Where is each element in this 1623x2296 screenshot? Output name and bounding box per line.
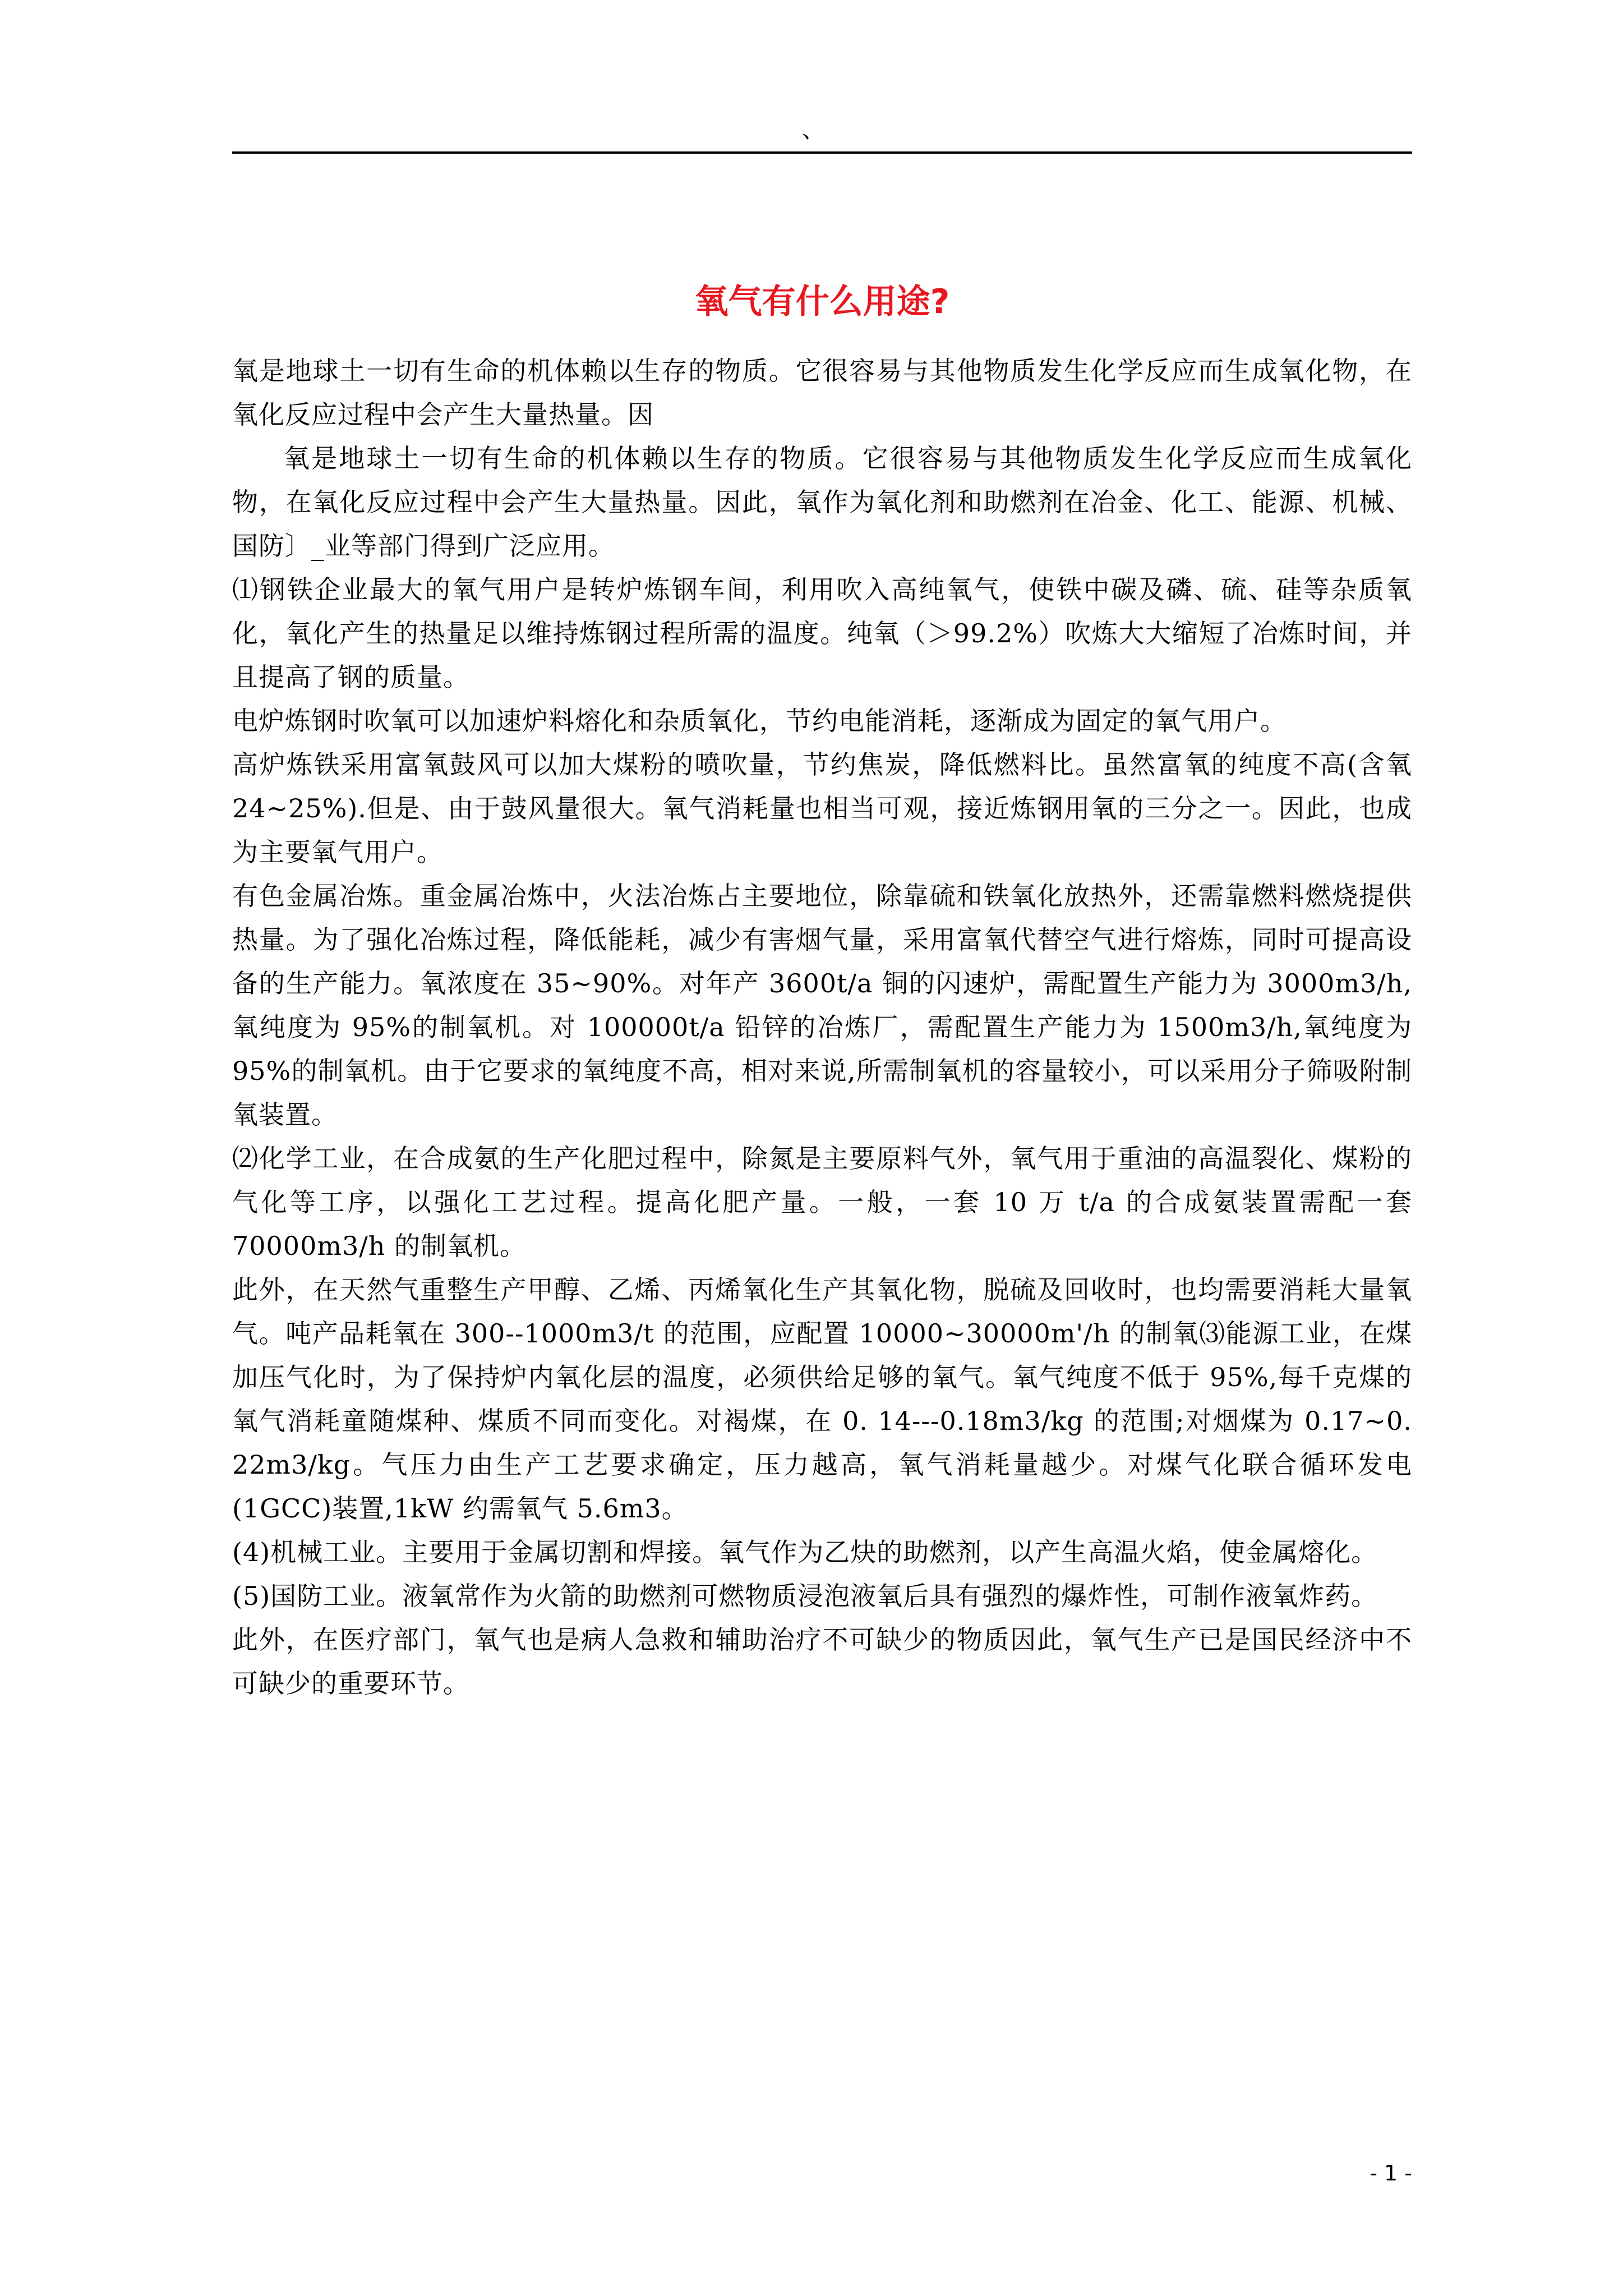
paragraph: ⑴钢铁企业最大的氧气用户是转炉炼钢车间，利用吹入高纯氧气，使铁中碳及磷、硫、硅等杂质氧化，氧化产生的热量足以维持炼钢过程所需的温度。纯氧（＞99.2%）吹炼大大缩短了冶炼时间，并且提高了钢的质量。 [232, 574, 1412, 692]
document-body [232, 349, 1412, 1705]
header-rule [232, 151, 1412, 154]
header-mark: 、 [802, 117, 824, 143]
paragraph: (4)机械工业。主要用于金属切割和焊接。氧气作为乙炔的助燃剂，以产生高温火焰，使金属熔化。 [232, 1537, 1378, 1567]
paragraph: 高炉炼铁采用富氧鼓风可以加大煤粉的喷吹量，节约焦炭，降低燃料比。虽然富氧的纯度不高(含氧 24~25%).但是、由于鼓风量很大。氧气消耗量也相当可观，接近炼钢用氧的三分之一。因此，也成为主要氧气用户。 [232, 749, 1412, 867]
paragraph: (5)国防工业。液氧常作为火箭的助燃剂可燃物质浸泡液氧后具有强烈的爆炸性，可制作液氧炸药。 [232, 1581, 1378, 1611]
paragraph: ⑵化学工业，在合成氨的生产化肥过程中，除氮是主要原料气外，氧气用于重油的高温裂化、煤粉的气化等工序，以强化工艺过程。提高化肥产量。一般，一套 10 万 t/a 的合成氨装置需配一套 70000m3/h 的制氧机。 [232, 1143, 1412, 1261]
paragraph: 此外，在医疗部门，氧气也是病人急救和辅助治疗不可缺少的物质因此，氧气生产已是国民经济中不可缺少的重要环节。 [232, 1625, 1412, 1699]
page-title: 氧气有什么用途? [694, 282, 950, 321]
paragraph: 电炉炼钢时吹氧可以加速炉料熔化和杂质氧化，节约电能消耗，逐渐成为固定的氧气用户。 [232, 706, 1287, 736]
page-number: - 1 - [1370, 2161, 1412, 2185]
paragraph: 氧是地球土一切有生命的机体赖以生存的物质。它很容易与其他物质发生化学反应而生成氧化物，在氧化反应过程中会产生大量热量。因 [232, 356, 1412, 430]
paragraph: 有色金属冶炼。重金属冶炼中，火法冶炼占主要地位，除靠硫和铁氧化放热外，还需靠燃料燃烧提供热量。为了强化冶炼过程，降低能耗，减少有害烟气量，采用富氧代替空气进行熔炼，同时可提高设备的生产能力。氧浓度在 35~90%。对年产 3600t/a 铜的闪速炉，需配置生产能力为 3000m3/h,氧纯度为 95%的制氧机。对 100000t/a 铅锌的冶炼厂，需配置生产能力为 1500m3/h,氧纯度为 95%的制氧机。由于它要求的氧纯度不高，相对来说,所需制氧机的容量较小，可以采用分子筛吸附制氧装置。 [232, 881, 1412, 1130]
paragraph: 此外，在天然气重整生产甲醇、乙烯、丙烯氧化生产其氧化物，脱硫及回收时，也均需要消耗大量氧气。吨产品耗氧在 300--1000m3/t 的范围，应配置 10000~30000m'/h 的制氧⑶能源工业，在煤加压气化时，为了保持炉内氧化层的温度，必须供给足够的氧气。氧气纯度不低于 95%,每千克煤的氧气消耗童随煤种、煤质不同而变化。对褐煤，在 0. 14---0.18m3/kg 的范围;对烟煤为 0.17~0. 22m3/kg。气压力由生产工艺要求确定，压力越高，氧气消耗量越少。对煤气化联合循环发电(1GCC)装置,1kW 约需氧气 5.6m3。 [232, 1274, 1412, 1524]
paragraph: 氧是地球土一切有生命的机体赖以生存的物质。它很容易与其他物质发生化学反应而生成氧化物，在氧化反应过程中会产生大量热量。因此，氧作为氧化剂和助燃剂在冶金、化工、能源、机械、国防〕_业等部门得到广泛应用。 [232, 443, 1412, 561]
